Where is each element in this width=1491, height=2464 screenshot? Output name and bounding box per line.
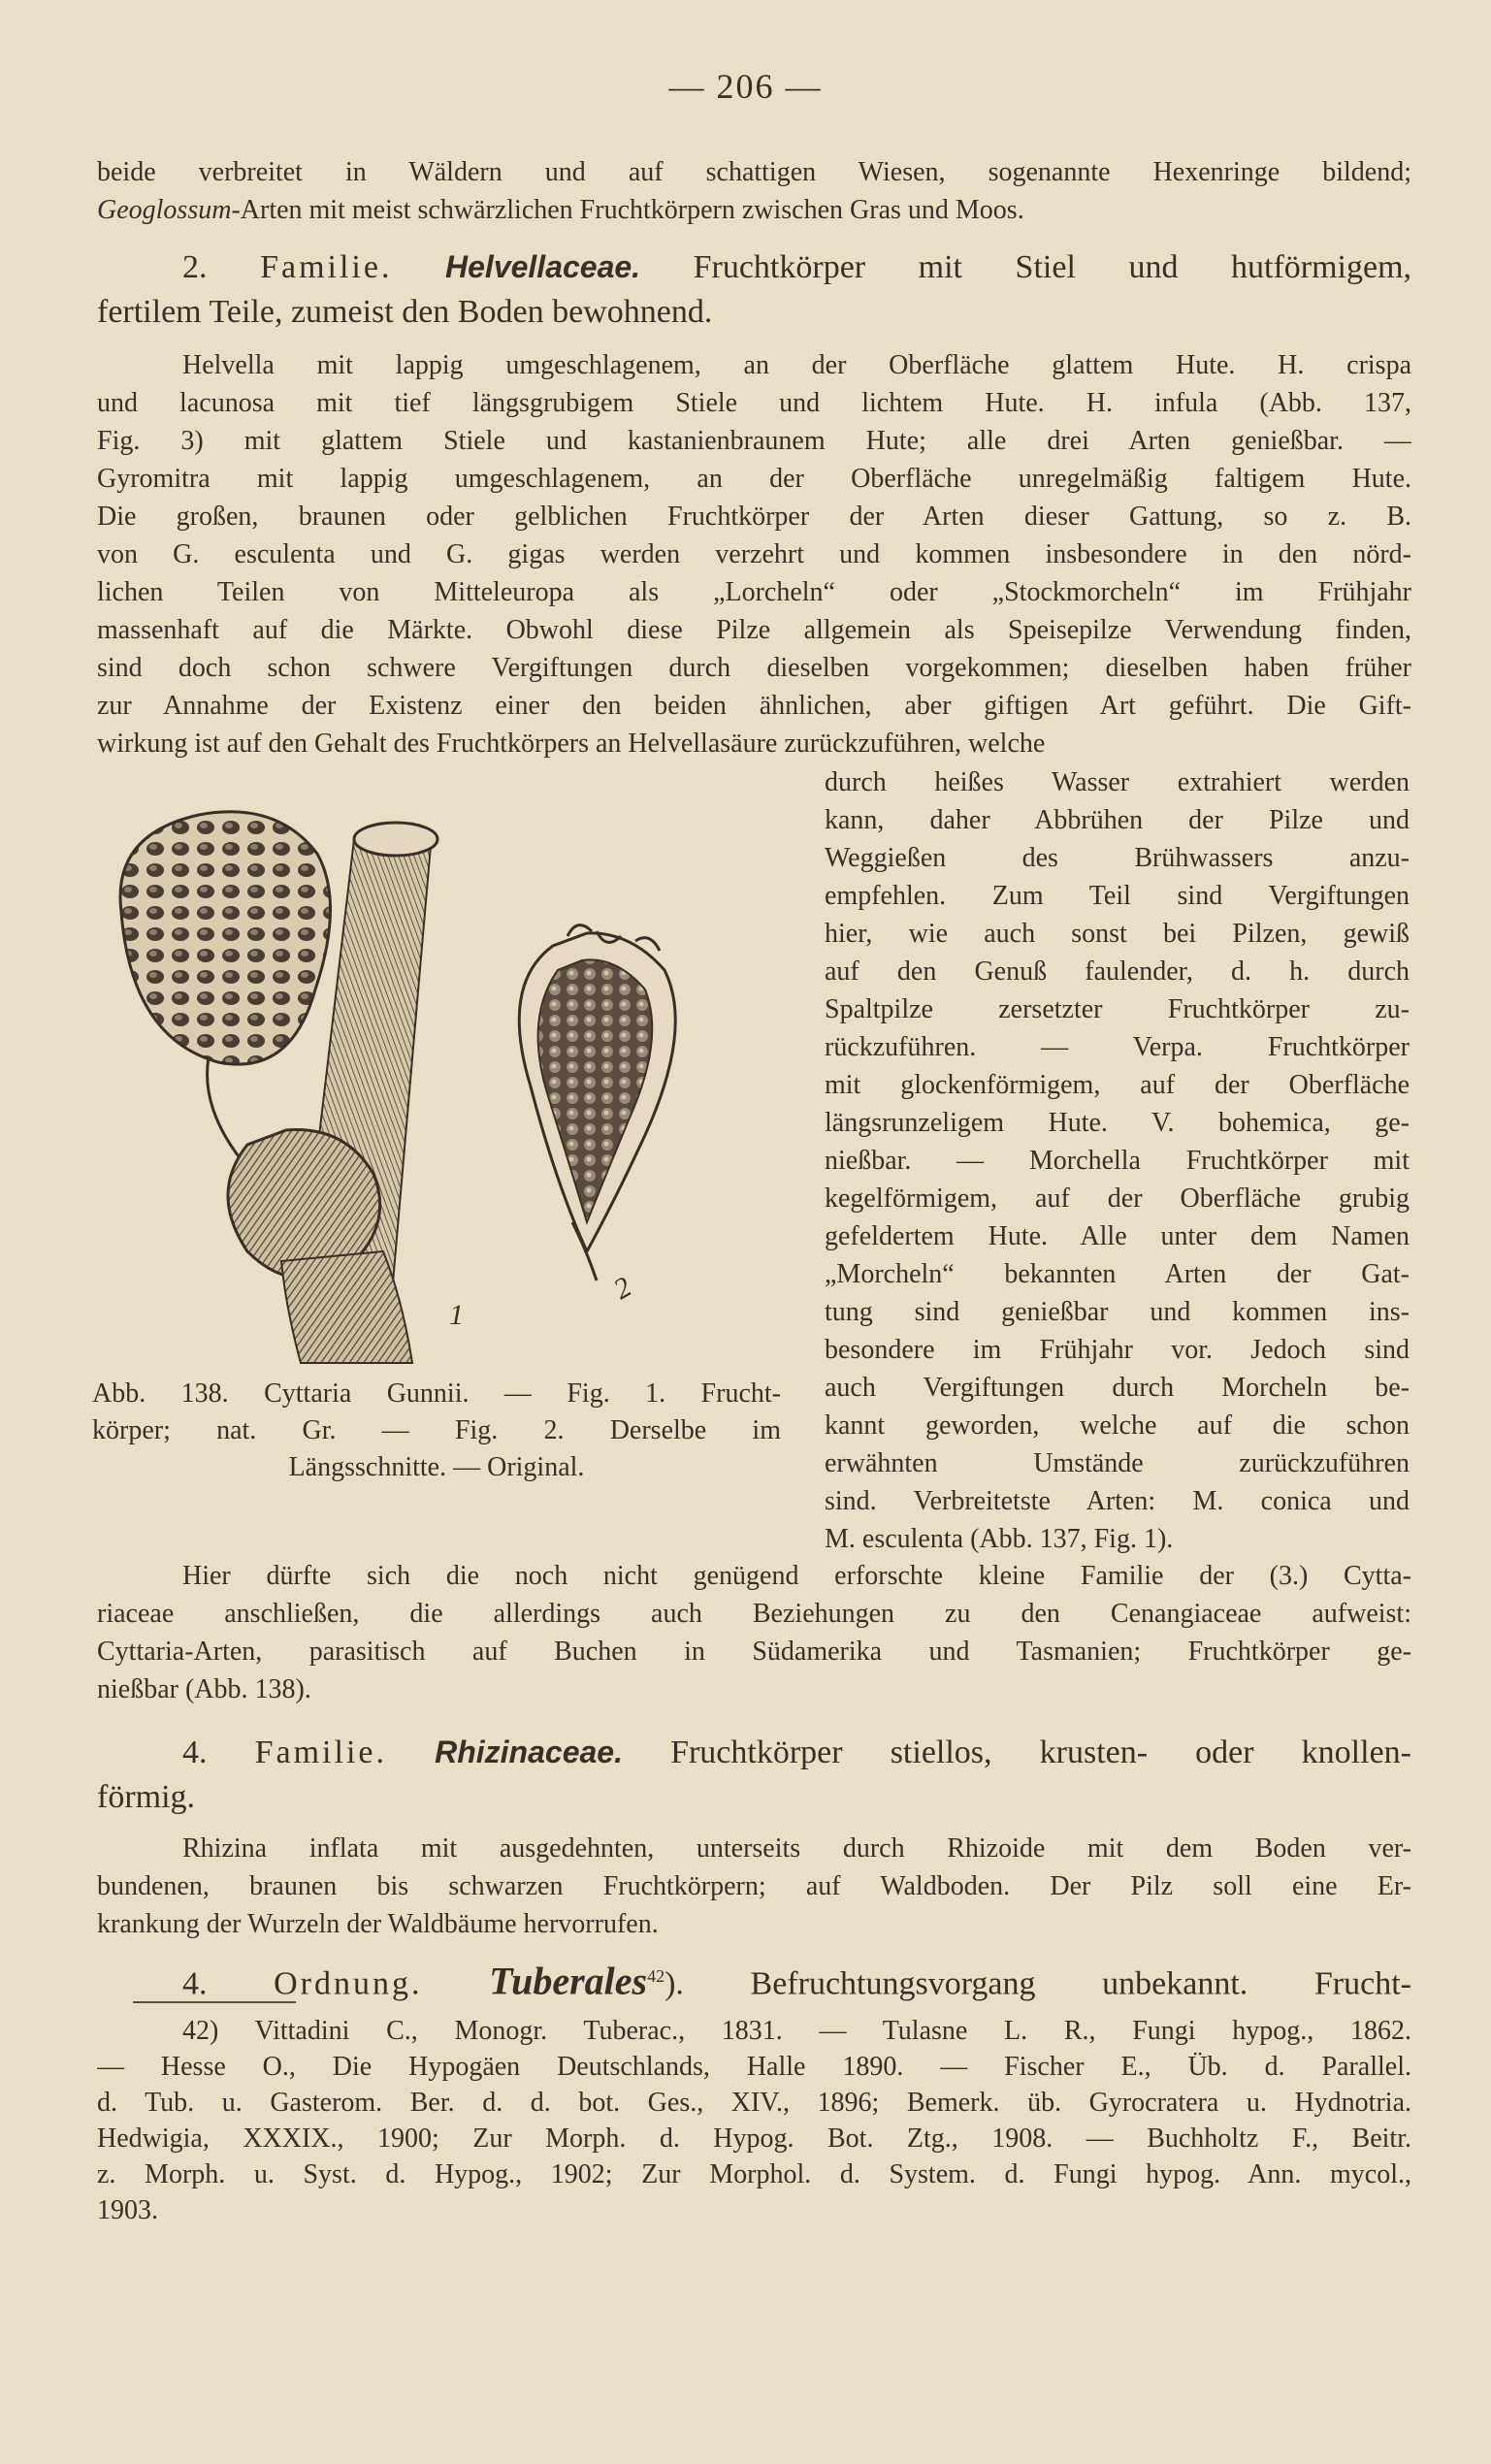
text-line: massenhaft auf die Märkte. Obwohl diese Pilze allgemein als Speisepilze Verwendung finden, — [97, 615, 1411, 645]
text-line: längsrunzeligem Hute. V. bohemica, ge- — [825, 1108, 1410, 1138]
genus-name: Geoglossum — [97, 195, 232, 225]
text-line: Die großen, braunen oder gelblichen Fruchtkörper der Arten dieser Gattung, so z. B. — [97, 502, 1411, 532]
text-line: 1903. — [97, 2195, 158, 2225]
helvella-paragraph — [97, 346, 1411, 762]
fig2-label: 2 — [608, 1270, 637, 1307]
text-line: kannt geworden, welche auf die schon — [825, 1410, 1410, 1441]
text-line: — Hesse O., Die Hypogäen Deutschlands, Halle 1890. — Fischer E., Üb. d. Parallel. — [97, 2052, 1411, 2082]
text-line: auf den Genuß faulender, d. h. durch — [825, 956, 1410, 987]
text-fragment: Fruchtkörper mit Stiel und hutförmigem, — [640, 249, 1411, 285]
text-line: besondere im Frühjahr vor. Jedoch sind — [825, 1335, 1410, 1365]
text-line: erwähnten Umstände zurückzuführen — [825, 1448, 1410, 1478]
intro-paragraph — [97, 153, 1411, 229]
family-heading-4 — [97, 1730, 1411, 1820]
text-line: tung sind genießbar und kommen ins- — [825, 1297, 1410, 1327]
family-name: Helvellaceae. — [445, 249, 641, 284]
heading-label: Familie. — [260, 249, 393, 285]
text-line — [97, 191, 1411, 229]
family-heading-2 — [97, 244, 1411, 335]
text-line: nießbar (Abb. 138). — [97, 1674, 311, 1704]
heading-line: fertilem Teile, zumeist den Boden bewohnend. — [97, 294, 713, 330]
text-line: kegelförmigem, auf der Oberfläche grubig — [825, 1183, 1410, 1214]
text-line: zur Annahme der Existenz einer den beiden ähnlichen, aber giftigen Art geführt. Die Gift- — [97, 691, 1411, 721]
text-line: M. esculenta (Abb. 137, Fig. 1). — [825, 1524, 1174, 1554]
rhizina-paragraph — [97, 1830, 1411, 1943]
heading-number: 4. — [182, 1735, 255, 1770]
text-line: lichen Teilen von Mitteleuropa als „Lorcheln“ oder „Stockmorcheln“ im Frühjahr — [97, 577, 1411, 607]
text-line: Gyromitra mit lappig umgeschlagenem, an der Oberfläche unregelmäßig faltigem Hute. — [97, 464, 1411, 494]
text-line: von G. esculenta und G. gigas werden verzehrt und kommen insbesondere in den nörd- — [97, 539, 1411, 569]
footnote-marker: 42 — [647, 1966, 665, 1986]
fig1-drawing — [120, 812, 464, 1363]
heading-label: Ordnung. — [274, 1965, 423, 2002]
caption-line: Abb. 138. Cyttaria Gunnii. — Fig. 1. Frucht- — [92, 1378, 781, 1409]
text-line: Hedwigia, XXXIX., 1900; Zur Morph. d. Hypog. Bot. Ztg., 1908. — Buchholtz F., Beitr. — [97, 2124, 1411, 2154]
text-line: sind doch schon schwere Vergiftungen durch dieselben vorgekommen; dieselben haben früher — [97, 653, 1411, 683]
heading-number: 4. — [182, 1965, 275, 2002]
text-line: Fig. 3) mit glattem Stiele und kastanienbraunem Hute; alle drei Arten genießbar. — — [97, 426, 1411, 456]
heading-number: 2. — [182, 249, 261, 285]
family-name: Rhizinaceae. — [435, 1735, 623, 1769]
heading-line: förmig. — [97, 1779, 196, 1815]
figure-cyttaria-gunnii — [92, 795, 791, 1378]
text-line: auch Vergiftungen durch Morcheln be- — [825, 1373, 1410, 1403]
text-line: Rhizina inflata mit ausgedehnten, unterseits durch Rhizoide mit dem Boden ver- — [182, 1833, 1411, 1864]
heading-label: Familie. — [254, 1735, 387, 1770]
text-line: z. Morph. u. Syst. d. Hypog., 1902; Zur Morphol. d. System. d. Fungi hypog. Ann. mycol., — [97, 2159, 1411, 2189]
text-line: hier, wie auch sonst bei Pilzen, gewiß — [825, 919, 1410, 949]
fig1-label: 1 — [449, 1299, 464, 1331]
caption-line: körper; nat. Gr. — Fig. 2. Derselbe im — [92, 1415, 781, 1445]
text-fragment: -Arten mit meist schwärzlichen Fruchtkörpern zwischen Gras und Moos. — [231, 195, 1024, 225]
figure-caption — [92, 1376, 781, 1486]
fig2-drawing — [519, 925, 675, 1306]
text-line: Helvella mit lappig umgeschlagenem, an der Oberfläche glattem Hute. H. crispa — [182, 350, 1411, 380]
caption-line: Längsschnitte. — Original. — [288, 1452, 585, 1482]
text-line: „Morcheln“ bekannten Arten der Gat- — [825, 1259, 1410, 1289]
text-line: d. Tub. u. Gasterom. Ber. d. d. bot. Ges., XIV., 1896; Bemerk. üb. Gyrocratera u. Hydnotria. — [97, 2088, 1411, 2118]
cyttaria-paragraph — [97, 1557, 1411, 1708]
heading-line — [97, 244, 1411, 290]
text-line: und lacunosa mit tief längsgrubigem Stiele und lichtem Hute. H. infula (Abb. 137, — [97, 388, 1411, 418]
text-line: Spaltpilze zersetzter Fruchtkörper zu- — [825, 994, 1410, 1024]
text-line: bundenen, braunen bis schwarzen Fruchtkörpern; auf Waldboden. Der Pilz soll eine Er- — [97, 1871, 1411, 1901]
text-line: Weggießen des Brühwassers anzu- — [825, 843, 1410, 873]
text-line: sind. Verbreitetste Arten: M. conica und — [825, 1486, 1410, 1516]
footnote — [97, 2013, 1411, 2228]
text-line: Cyttaria-Arten, parasitisch auf Buchen in Südamerika und Tasmanien; Fruchtkörper ge- — [97, 1637, 1411, 1667]
text-line: 42) Vittadini C., Monogr. Tuberac., 1831. — Tulasne L. R., Fungi hypog., 1862. — [182, 2016, 1411, 2046]
page-number: — 206 — — [668, 67, 823, 106]
text-line: beide verbreitet in Wäldern und auf schattigen Wiesen, sogenannte Hexenringe bildend; — [97, 157, 1411, 187]
text-line: nießbar. — Morchella Fruchtkörper mit — [825, 1146, 1410, 1176]
footnote-rule — [133, 2001, 296, 2003]
text-fragment: ). Befruchtungsvorgang unbekannt. Frucht- — [664, 1965, 1411, 2002]
text-line: durch heißes Wasser extrahiert werden — [825, 767, 1410, 797]
text-fragment: Fruchtkörper stiellos, krusten- oder knollen- — [622, 1735, 1411, 1770]
text-line: kann, daher Abbrühen der Pilze und — [825, 805, 1410, 835]
order-name: Tuberales — [489, 1959, 648, 2003]
order-heading-4 — [97, 1958, 1411, 2002]
text-line: empfehlen. Zum Teil sind Vergiftungen — [825, 881, 1410, 911]
heading-line — [97, 1730, 1411, 1775]
text-line: mit glockenförmigem, auf der Oberfläche — [825, 1070, 1410, 1100]
text-line: rückzuführen. — Verpa. Fruchtkörper — [825, 1032, 1410, 1062]
text-line: wirkung ist auf den Gehalt des Fruchtkörpers an Helvellasäure zurückzuführen, welche — [97, 729, 1046, 759]
text-line: riaceae anschließen, die allerdings auch Beziehungen zu den Cenangiaceae aufweist: — [97, 1599, 1411, 1629]
text-line: krankung der Wurzeln der Waldbäume hervorrufen. — [97, 1909, 659, 1939]
heading-line — [97, 1958, 1411, 2002]
right-column-text — [825, 763, 1410, 1558]
text-line: Hier dürfte sich die noch nicht genügend erforschte kleine Familie der (3.) Cytta- — [182, 1561, 1411, 1591]
text-line: gefeldertem Hute. Alle unter dem Namen — [825, 1221, 1410, 1251]
